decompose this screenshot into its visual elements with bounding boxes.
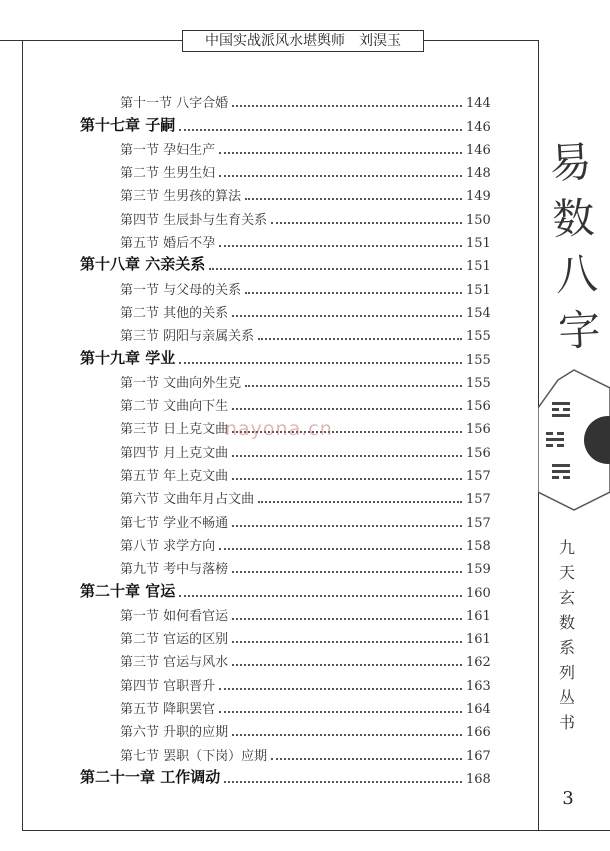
toc-page-number: 151 <box>466 236 491 252</box>
toc-section-row[interactable] <box>80 601 490 624</box>
series-char: 系 <box>558 638 575 657</box>
toc-leader-dots <box>209 268 462 270</box>
toc-leader-dots <box>245 292 462 294</box>
toc-leader-dots <box>232 525 462 527</box>
toc-page-number: 151 <box>466 259 491 275</box>
toc-section-row[interactable] <box>80 181 490 204</box>
toc-section-row[interactable] <box>80 158 490 181</box>
toc-page-number: 161 <box>466 608 491 624</box>
toc-chapter-row[interactable] <box>80 251 490 274</box>
page-border-left <box>22 40 23 830</box>
toc-page-number: 146 <box>466 119 491 135</box>
toc-page-number: 159 <box>466 562 491 578</box>
toc-entry-title: 第十七章 子嗣 <box>80 115 176 134</box>
toc-leader-dots <box>219 152 462 154</box>
running-header: 中国实战派风水堪舆师 刘淏玉 <box>182 30 424 52</box>
toc-page-number: 164 <box>466 702 491 718</box>
toc-page-number: 161 <box>466 632 491 648</box>
toc-entry-title: 第一节 文曲向外生克 <box>120 375 242 391</box>
toc-section-row[interactable] <box>80 461 490 484</box>
toc-leader-dots <box>232 408 462 410</box>
toc-entry-title: 第五节 降职罢官 <box>120 702 216 718</box>
toc-chapter-row[interactable] <box>80 577 490 600</box>
toc-section-row[interactable] <box>80 670 490 693</box>
toc-section-row[interactable] <box>80 88 490 111</box>
toc-page-number: 166 <box>466 725 491 741</box>
toc-leader-dots <box>258 501 462 503</box>
toc-chapter-row[interactable] <box>80 111 490 134</box>
toc-page-number: 156 <box>466 422 491 438</box>
toc-page-number: 167 <box>466 748 491 764</box>
toc-section-row[interactable] <box>80 228 490 251</box>
toc-leader-dots <box>271 758 462 760</box>
toc-section-row[interactable] <box>80 624 490 647</box>
series-char: 天 <box>558 563 575 582</box>
toc-entry-title: 第四节 月上克文曲 <box>120 445 229 461</box>
toc-leader-dots <box>224 781 462 783</box>
toc-entry-title: 第一节 与父母的关系 <box>120 282 242 298</box>
toc-leader-dots <box>232 734 462 736</box>
toc-section-row[interactable] <box>80 531 490 554</box>
toc-page-number: 148 <box>466 166 491 182</box>
toc-section-row[interactable] <box>80 391 490 414</box>
series-char: 数 <box>558 613 575 632</box>
toc-page-number: 157 <box>466 469 491 485</box>
toc-page-number: 157 <box>466 515 491 531</box>
page-number: 3 <box>562 788 574 809</box>
toc-entry-title: 第三节 阴阳与亲属关系 <box>120 329 255 345</box>
toc-page-number: 168 <box>466 771 491 787</box>
toc-section-row[interactable] <box>80 437 490 460</box>
watermark: nayona.cn <box>225 418 333 440</box>
page-border-bottom <box>22 830 610 831</box>
toc-page-number: 160 <box>466 585 491 601</box>
series-char: 丛 <box>558 688 575 707</box>
toc-page-number: 150 <box>466 212 491 228</box>
toc-leader-dots <box>232 664 462 666</box>
toc-page-number: 154 <box>466 305 491 321</box>
toc-leader-dots <box>245 198 462 200</box>
toc-leader-dots <box>245 385 462 387</box>
toc-page-number: 163 <box>466 678 491 694</box>
toc-leader-dots <box>232 641 462 643</box>
toc-section-row[interactable] <box>80 368 490 391</box>
toc-section-row[interactable] <box>80 554 490 577</box>
toc-entry-title: 第四节 生辰卦与生育关系 <box>120 212 268 228</box>
toc-chapter-row[interactable] <box>80 344 490 367</box>
toc-leader-dots <box>232 315 462 317</box>
toc-section-row[interactable] <box>80 204 490 227</box>
toc-entry-title: 第二节 生男生妇 <box>120 166 216 182</box>
toc-page-number: 155 <box>466 375 491 391</box>
series-char: 玄 <box>558 588 575 607</box>
toc-leader-dots <box>179 129 462 131</box>
toc-entry-title: 第五节 年上克文曲 <box>120 469 229 485</box>
toc-leader-dots <box>219 245 462 247</box>
toc-entry-title: 第十八章 六亲关系 <box>80 255 206 274</box>
toc-entry-title: 第六节 升职的应期 <box>120 725 229 741</box>
toc-page-number: 157 <box>466 492 491 508</box>
toc-section-row[interactable] <box>80 740 490 763</box>
series-char: 列 <box>558 663 575 682</box>
toc-leader-dots <box>219 548 462 550</box>
toc-section-row[interactable] <box>80 647 490 670</box>
toc-page-number: 144 <box>466 96 491 112</box>
toc-entry-title: 第三节 日上克文曲 <box>120 422 229 438</box>
toc-entry-title: 第五节 婚后不孕 <box>120 236 216 252</box>
toc-entry-title: 第二节 其他的关系 <box>120 305 229 321</box>
series-char: 九 <box>558 538 575 557</box>
book-title-char: 字 <box>557 304 602 356</box>
toc-entry-title: 第一节 如何看官运 <box>120 608 229 624</box>
toc-page-number: 146 <box>466 142 491 158</box>
toc-leader-dots <box>179 595 462 597</box>
toc-entry-title: 第二节 文曲向下生 <box>120 399 229 415</box>
toc-page-number: 155 <box>466 329 491 345</box>
toc-page-number: 156 <box>466 399 491 415</box>
toc-leader-dots <box>219 711 462 713</box>
toc-section-row[interactable] <box>80 717 490 740</box>
toc-leader-dots <box>232 105 462 107</box>
toc-section-row[interactable] <box>80 298 490 321</box>
toc-entry-title: 第七节 学业不畅通 <box>120 515 229 531</box>
toc-entry-title: 第十九章 学业 <box>80 348 176 367</box>
toc-entry-title: 第九节 考中与落榜 <box>120 562 229 578</box>
toc-entry-title: 第三节 官运与风水 <box>120 655 229 671</box>
toc-entry-title: 第一节 孕妇生产 <box>120 142 216 158</box>
book-title-char: 八 <box>554 248 599 300</box>
toc-page-number: 156 <box>466 445 491 461</box>
book-title-char: 数 <box>551 192 596 245</box>
toc-section-row[interactable] <box>80 694 490 717</box>
series-char: 书 <box>558 713 575 732</box>
toc-leader-dots <box>232 618 462 620</box>
toc-page-number: 158 <box>466 538 491 554</box>
toc-entry-title: 第六节 文曲年月占文曲 <box>120 492 255 508</box>
toc-leader-dots <box>232 478 462 480</box>
toc-section-row[interactable] <box>80 135 490 158</box>
toc-entry-title: 第八节 求学方向 <box>120 538 216 554</box>
toc-page-number: 155 <box>466 352 491 368</box>
toc-page-number: 151 <box>466 282 491 298</box>
toc-entry-title: 第二十章 官运 <box>80 581 176 600</box>
toc-section-row[interactable] <box>80 274 490 297</box>
toc-leader-dots <box>232 571 462 573</box>
toc-section-row[interactable] <box>80 484 490 507</box>
toc-entry-title: 第二十一章 工作调动 <box>80 767 221 786</box>
toc-leader-dots <box>258 338 462 340</box>
toc-section-row[interactable] <box>80 507 490 530</box>
toc-page-number: 149 <box>466 189 491 205</box>
toc-leader-dots <box>271 222 462 224</box>
toc-entry-title: 第七节 罢职（下岗）应期 <box>120 748 268 764</box>
toc-entry-title: 第十一节 八字合婚 <box>120 96 229 112</box>
toc-page-number: 162 <box>466 655 491 671</box>
toc-leader-dots <box>179 362 462 364</box>
toc-chapter-row[interactable] <box>80 764 490 787</box>
series-name-vertical <box>555 535 579 735</box>
book-title-char: 易 <box>548 136 593 189</box>
toc-entry-title: 第二节 官运的区别 <box>120 632 229 648</box>
toc-leader-dots <box>219 175 462 177</box>
bagua-icon <box>538 360 610 520</box>
toc-leader-dots <box>232 455 462 457</box>
toc-leader-dots <box>219 688 462 690</box>
toc-entry-title: 第四节 官职晋升 <box>120 678 216 694</box>
toc-section-row[interactable] <box>80 321 490 344</box>
toc-entry-title: 第三节 生男孩的算法 <box>120 189 242 205</box>
